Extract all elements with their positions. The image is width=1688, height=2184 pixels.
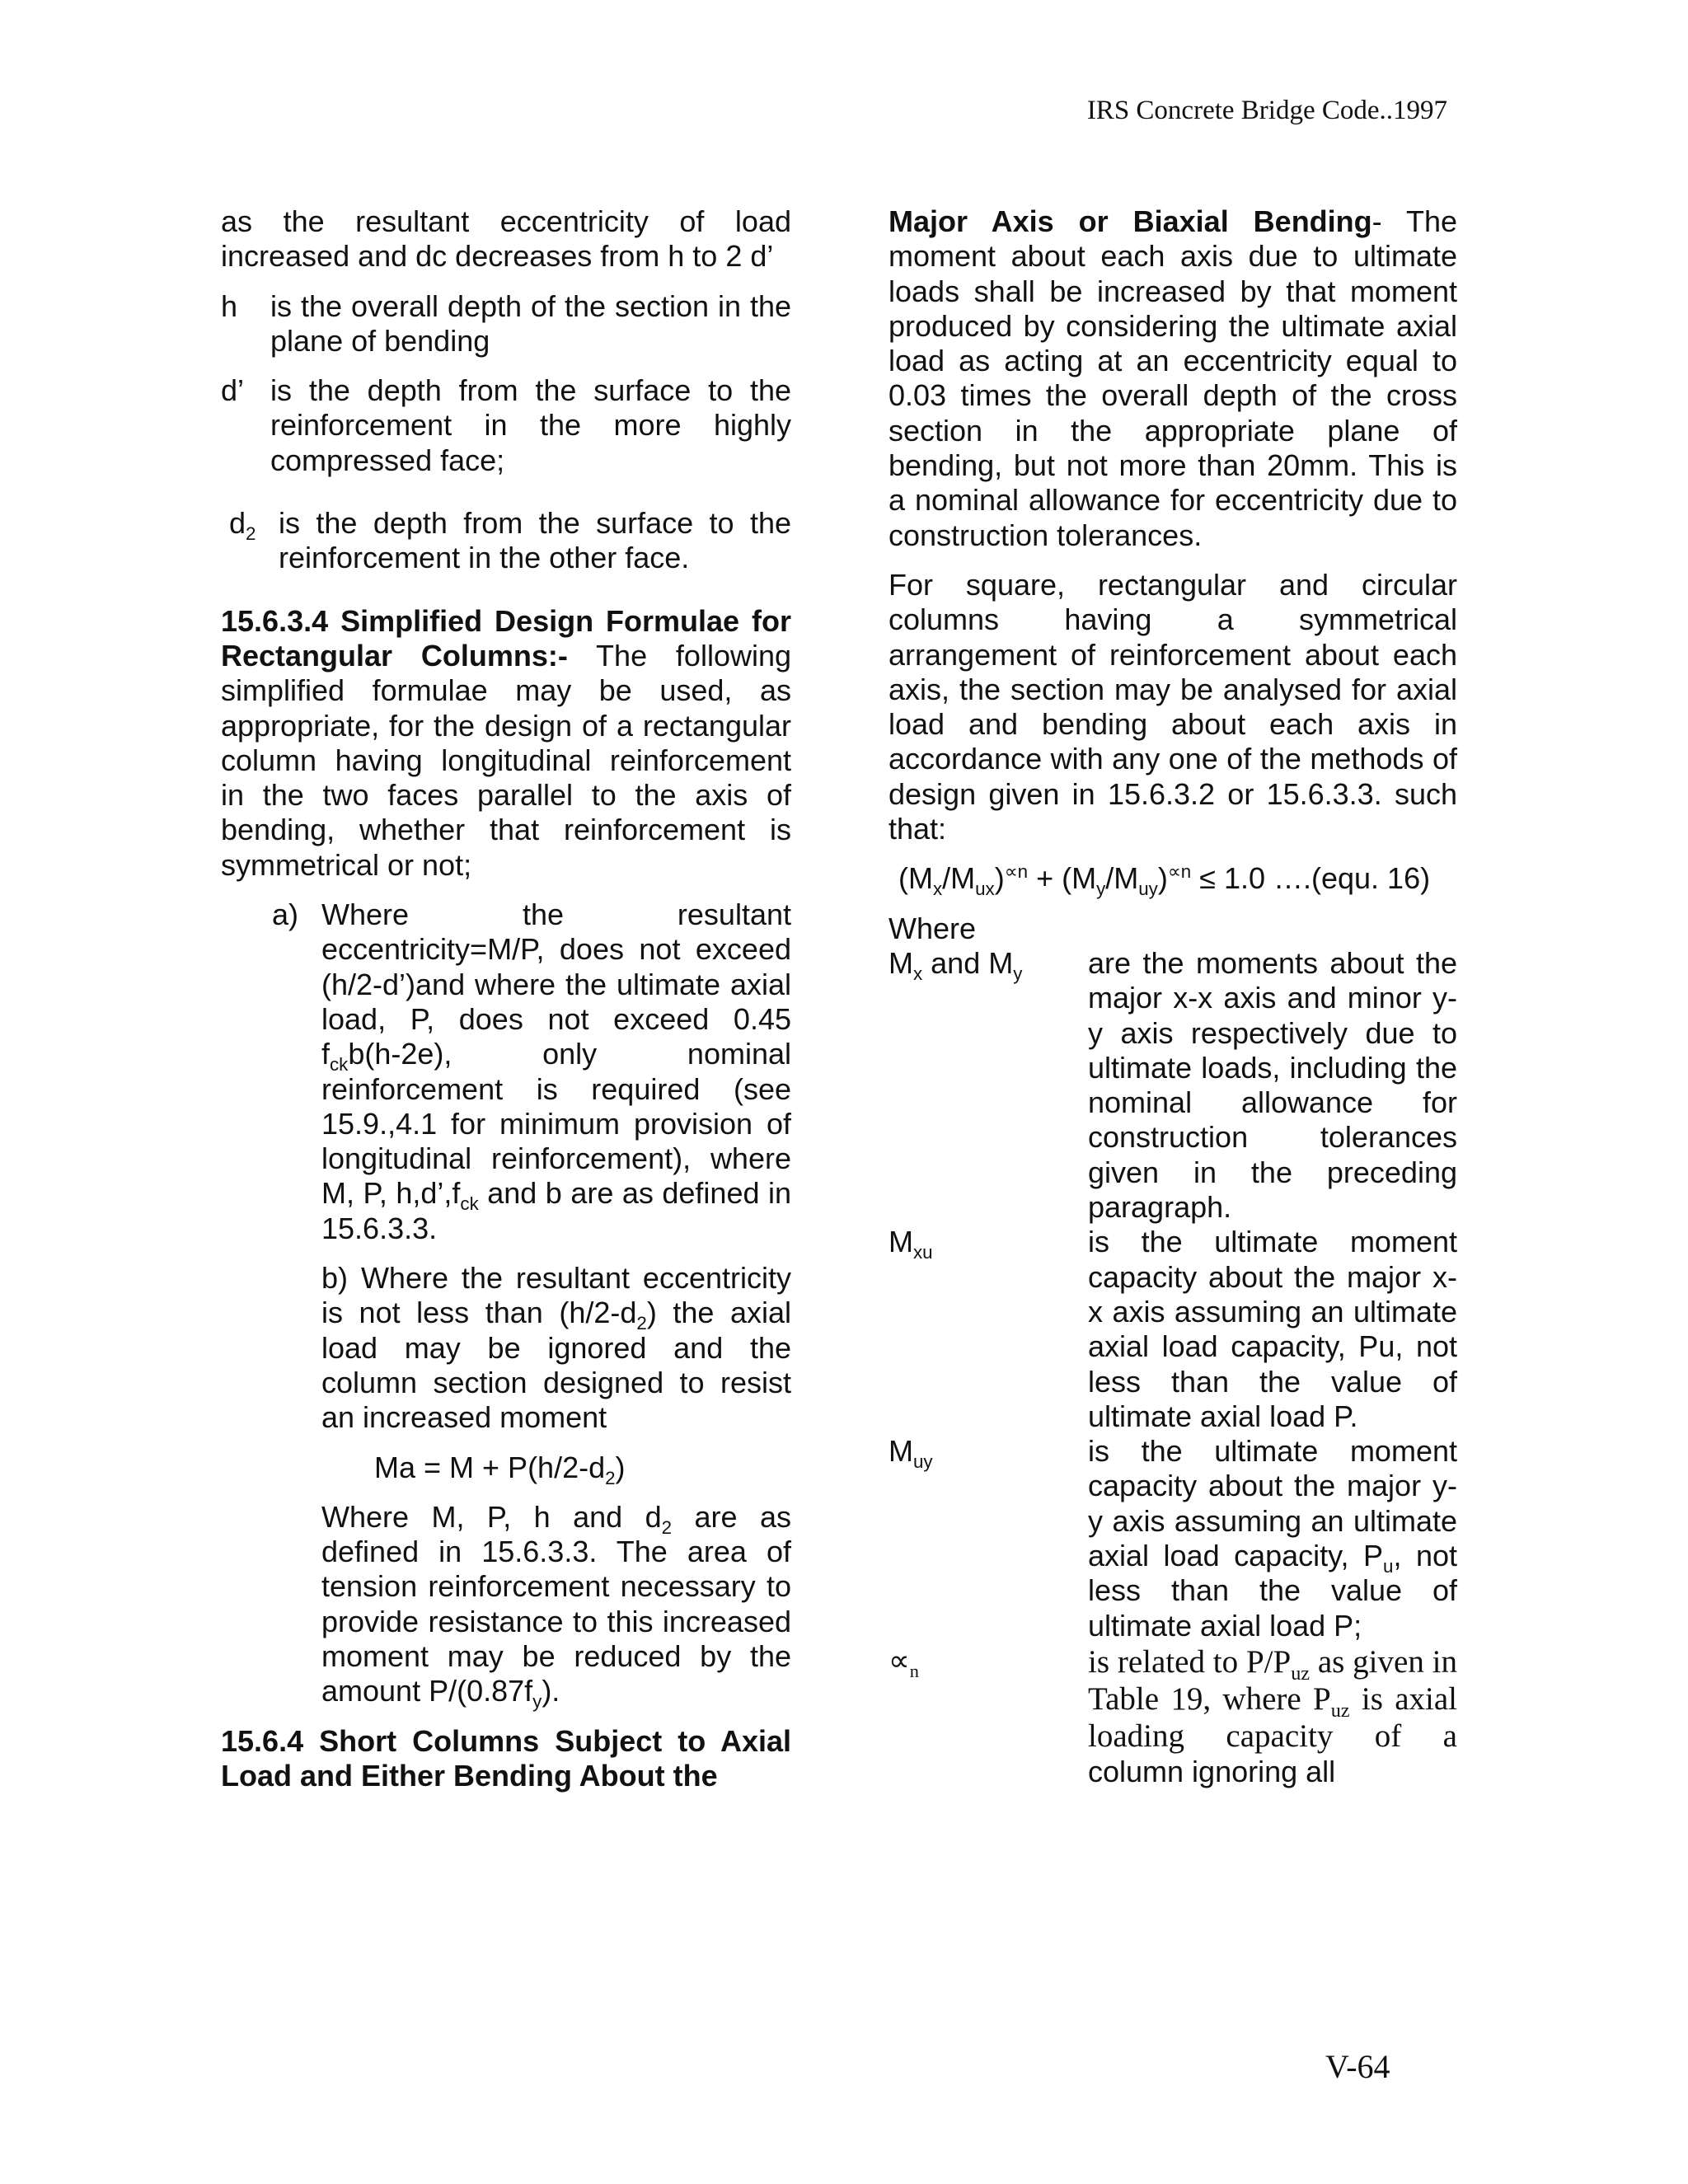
equation-16: $(M_x/M_{ux})^{\propto n} + (M_y/M_{uy})^{\propto n} \le 1.0$ ….(equ. 16) (898, 861, 1431, 900)
definition-mx-my (889, 946, 1457, 1225)
definition-text: are the moments about the major x-x axis and minor y-y axis respectively due to ultimate loads, including the nominal allowance for construction tolerances given in the preceding paragraph. (1088, 945, 1457, 1225)
definition-term: $M_x$ and $M_y$ (889, 945, 1023, 985)
list-marker: a) (272, 898, 299, 932)
section-heading: Major Axis or Biaxial Bending (889, 204, 1372, 238)
page-number: V-64 (1325, 2048, 1390, 2085)
left-column (221, 204, 791, 1793)
definition-text: is the depth from the surface to the reinforcement in the more highly compressed face; (270, 373, 791, 477)
definition-d-prime (221, 373, 791, 478)
moment-formula: $Ma = M + P(h/2-d_2)$ (374, 1450, 626, 1488)
major-axis-paragraph: Major Axis or Biaxial Bending- The moment about each axis due to ultimate loads shall be increased by that moment produced by considering the ultimate axial load as acting at an eccentricity equal to 0.03 times the overall depth of the cross section in the appropriate plane of bending, but not more than 20mm. This is a nominal allowance for eccentricity due to construction tolerances. (889, 204, 1457, 552)
where-label: Where (889, 911, 977, 945)
definition-term: $\propto_n$ (889, 1643, 919, 1682)
definition-text: is the ultimate moment capacity about the major x-x axis assuming an ultimate axial load capacity, Pu, not less than the value of ultimate axial load P. (1088, 1225, 1457, 1433)
definition-term: $M_{uy}$ (889, 1434, 933, 1473)
definition-term: $d_2$ (229, 506, 256, 545)
list-item-text: Where the resultant eccentricity=M/P, does not exceed (h/2-d’)and where the ultimate axial load, P, does not exceed 0.45 $f_{ck}b(h-2e)$, only nominal reinforcement is required (see 15.9.,4.1 for minimum provision of longitudinal reinforcement), where M, P, $h,d’,f_{ck}$ and b are as defined in 15.6.3.3. (321, 898, 791, 1245)
list-item-b: b) Where the resultant eccentricity is not less than $(h/2-d_2)$ the axial load may be ignored and the column section designed to resist an increased moment (321, 1261, 791, 1435)
square-columns-paragraph: For square, rectangular and circular columns having a symmetrical arrangement of reinforcement about each axis, the section may be analysed for axial load and bending about each axis in accordance with any one of the methods of design given in 15.6.3.2 or 15.6.3.3. such that: (889, 567, 1457, 846)
intro-paragraph: as the resultant eccentricity of load increased and dc decreases from h to 2 d’ (221, 204, 791, 274)
definition-term: d’ (221, 373, 245, 408)
running-header: IRS Concrete Bridge Code..1997 (1086, 96, 1447, 125)
list-item-a (272, 898, 791, 1246)
definition-mxu (889, 1225, 1457, 1434)
definition-muy (889, 1434, 1457, 1643)
definition-text: is the ultimate moment capacity about the major y-y axis assuming an ultimate axial load capacity, $P_u$, not less than the value of ultimate axial load P; (1088, 1434, 1457, 1643)
definition-h (221, 289, 791, 359)
definition-text: is the depth from the surface to the reinforcement in the other face. (279, 506, 791, 575)
definition-term: h (221, 288, 238, 323)
definition-term: $M_{xu}$ (889, 1225, 933, 1263)
where-paragraph: Where M, P, h and $d_2$ are as defined in 15.6.3.3. The area of tension reinforcement necessary to provide resistance to this increased moment may be reduced by the amount $P/(0.87f_y)$. (321, 1499, 791, 1713)
definition-text: is the overall depth of the section in the plane of bending (270, 288, 791, 358)
section-heading: 15.6.3.4 Simplified Design Formulae for Rectangular Columns:- (221, 603, 791, 673)
section-15-6-3-4: 15.6.3.4 Simplified Design Formulae for Rectangular Columns:- The following simplified formulae may be used, as appropriate, for the design of a rectangular column having longitudinal reinforcement in the two faces parallel to the axis of bending, whether that reinforcement is symmetrical or not; (221, 603, 791, 882)
definition-text: is related to $P/P_{uz}$ as given in Table 19, where $P_{uz}$ is axial loading capacity of a column ignoring all (1088, 1643, 1458, 1788)
definition-d2 (221, 506, 791, 576)
right-column (889, 204, 1457, 1789)
definition-alpha-n (889, 1643, 1457, 1789)
section-15-6-4-heading: 15.6.4 Short Columns Subject to Axial Load and Either Bending About the (221, 1723, 791, 1793)
